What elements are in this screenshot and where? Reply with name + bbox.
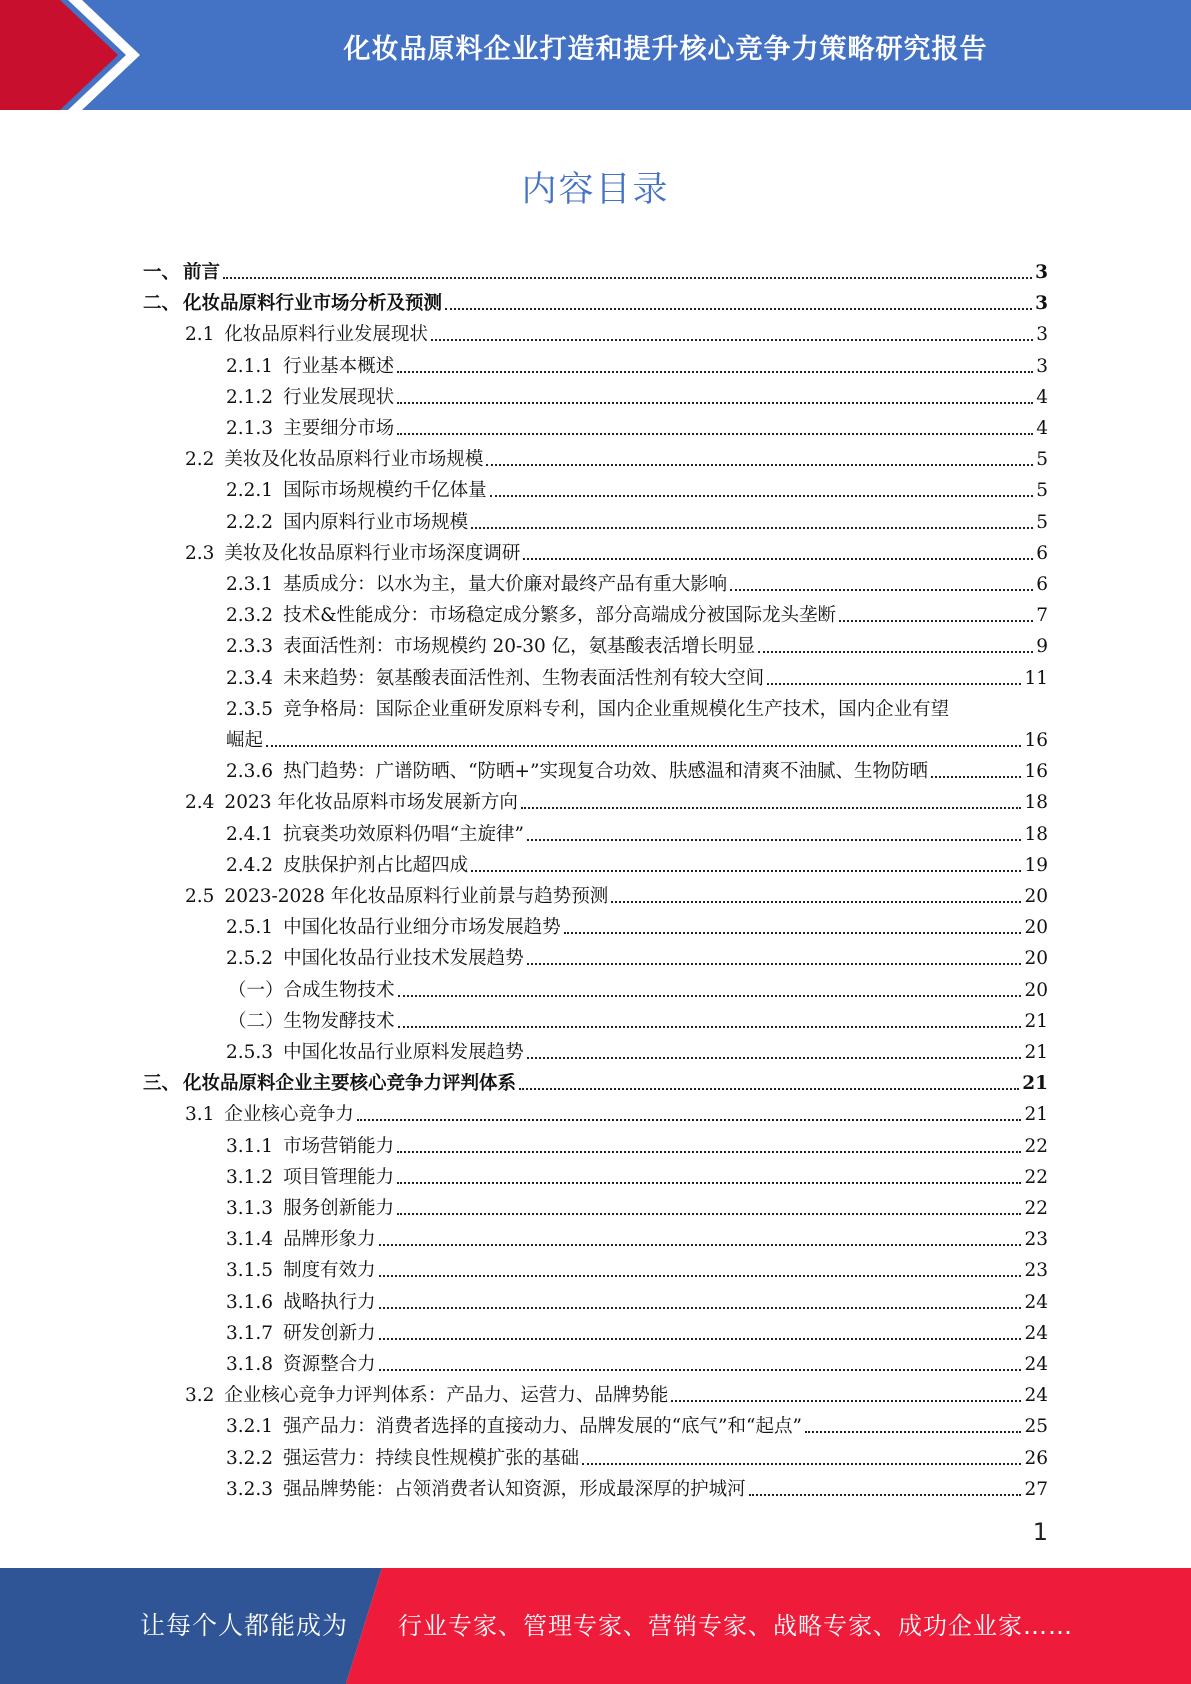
toc-entry[interactable]: [226, 1345, 1048, 1376]
toc-entry-number: 3.1.7: [226, 1322, 274, 1344]
toc-entry-page: 11: [1024, 667, 1048, 689]
toc-entry[interactable]: [226, 939, 1048, 970]
toc-leader-dots: [266, 744, 1021, 747]
toc-entry-number: 2.5.1: [226, 917, 274, 939]
toc-entry-page: 25: [1024, 1416, 1048, 1438]
toc-entry-number: 2.5: [185, 886, 215, 907]
toc-leader-dots: [805, 1430, 1022, 1433]
toc-leader-dots: [397, 1181, 1021, 1184]
toc-leader-dots: [471, 869, 1021, 872]
toc-entry-number: 2.3.6: [226, 761, 274, 783]
toc-entry-page: 3: [1036, 355, 1048, 377]
toc-entry-number: 3.2: [185, 1385, 215, 1407]
toc-entry-title: 皮肤保护剂占比超四成: [283, 854, 469, 876]
toc-leader-dots: [767, 682, 1021, 685]
toc-entry[interactable]: [143, 1064, 1048, 1095]
toc-leader-dots: [397, 370, 1033, 373]
toc-entry-number: 2.2.2: [226, 511, 274, 533]
toc-entry-title: 热门趋势：广谱防晒、“防晒+”实现复合功效、肤感温和清爽不油腻、生物防晒: [283, 761, 928, 783]
toc-entry-page: 20: [1024, 886, 1048, 907]
toc-entry-title: 资源整合力: [283, 1354, 376, 1375]
toc-leader-dots: [611, 900, 1021, 903]
toc-leader-dots: [671, 1399, 1021, 1402]
toc-entry-title: 抗衰类功效原料仍唱“主旋律”: [283, 823, 524, 845]
toc-entry[interactable]: [185, 315, 1048, 346]
toc-entry-title: 竞争格局：国际企业重研发原料专利，国内企业重规模化生产技术，国内企业有望: [283, 698, 950, 720]
toc-entry-page: 23: [1024, 1229, 1048, 1251]
toc-leader-dots: [749, 1493, 1022, 1496]
toc-entry-number: 三、: [143, 1073, 181, 1095]
toc-entry-title: 化妆品原料行业发展现状: [224, 324, 428, 346]
toc-entry-page: 27: [1024, 1478, 1048, 1500]
toc-leader-dots: [397, 1212, 1021, 1215]
toc-entry-title: 研发创新力: [283, 1322, 376, 1344]
toc-entry[interactable]: [185, 534, 1048, 565]
toc-entry-page: 26: [1024, 1447, 1048, 1469]
toc-entry[interactable]: [226, 846, 1048, 877]
toc-title: 内容目录: [521, 170, 670, 210]
toc-entry-page: 6: [1036, 574, 1048, 595]
toc-entry[interactable]: [226, 347, 1048, 378]
toc-entry-page: 20: [1024, 917, 1048, 939]
toc-entry[interactable]: [226, 1470, 1048, 1501]
toc-entry[interactable]: [226, 378, 1048, 409]
toc-entry-number: 2.3.1: [226, 574, 274, 595]
toc-entry-number: 2.3: [185, 542, 215, 564]
toc-entry-number: 3.1.5: [226, 1260, 274, 1282]
toc-leader-dots: [564, 931, 1022, 934]
toc-entry-number: 3.1.4: [226, 1229, 274, 1251]
toc-entry-title: 技术&性能成分：市场稳定成分繁多，部分高端成分被国际龙头垄断: [283, 605, 837, 627]
footer-slogan-right: 行业专家、管理专家、营销专家、战略专家、成功企业家……: [398, 1612, 1073, 1640]
toc-entry-number: 3.2.3: [226, 1478, 274, 1500]
toc-entry-page: 5: [1036, 449, 1048, 471]
toc-entry-number: 2.4.1: [226, 823, 274, 845]
toc-leader-dots: [527, 962, 1022, 965]
toc-leader-dots: [486, 463, 1033, 466]
toc-leader-dots: [379, 1368, 1022, 1371]
toc-entry[interactable]: [185, 440, 1048, 471]
header-arrow-decoration: [0, 0, 160, 110]
toc-entry-page: 6: [1036, 542, 1048, 564]
toc-entry[interactable]: [226, 627, 1048, 658]
toc-entry-number: 2.5.2: [226, 948, 274, 970]
toc-entry-page: 22: [1024, 1135, 1048, 1157]
toc-entry[interactable]: [185, 783, 1048, 814]
toc-entry[interactable]: [226, 721, 1048, 752]
toc-entry-number: 2.2.1: [226, 480, 274, 502]
toc-entry[interactable]: [226, 690, 1048, 721]
toc-entry-number: 2.3.2: [226, 605, 274, 627]
toc-entry-page: 20: [1024, 948, 1048, 970]
toc-entry-title: 中国化妆品行业细分市场发展趋势: [283, 917, 561, 939]
toc-entry-page: 21: [1024, 1104, 1048, 1126]
toc-entry-number: 3.1.2: [226, 1166, 274, 1188]
toc-entry[interactable]: [226, 659, 1048, 690]
toc-entry-title: 制度有效力: [283, 1260, 376, 1282]
toc-entry-page: 23: [1024, 1260, 1048, 1282]
toc-entry-title: 2023 年化妆品原料市场发展新方向: [224, 792, 518, 814]
toc-leader-dots: [521, 806, 1022, 809]
toc-leader-dots: [730, 588, 1033, 591]
toc-entry-title: 生物发酵技术: [283, 1010, 395, 1032]
toc-entry[interactable]: [228, 1002, 1048, 1033]
toc-entry[interactable]: [226, 596, 1048, 627]
toc-entry[interactable]: [226, 815, 1048, 846]
toc-entry-number: 2.3.3: [226, 636, 274, 658]
toc-leader-dots: [431, 338, 1033, 341]
toc-entry-title: 行业发展现状: [283, 386, 395, 408]
toc-entry-title: 项目管理能力: [283, 1166, 395, 1188]
toc-leader-dots: [398, 1025, 1022, 1028]
toc-entry-number: （一）: [228, 979, 284, 1001]
toc-entry-page: 22: [1024, 1198, 1048, 1219]
toc-leader-dots: [519, 1087, 1019, 1090]
toc-entry-title: 强产品力：消费者选择的直接动力、品牌发展的“底气”和“起点”: [283, 1416, 802, 1438]
toc-entry-number: 3.1.6: [226, 1291, 274, 1313]
toc-entry-title: 企业核心竞争力评判体系：产品力、运营力、品牌势能: [224, 1385, 669, 1407]
toc-leader-dots: [397, 401, 1033, 404]
toc-entry-title: 表面活性剂：市场规模约 20-30 亿，氨基酸表活增长明显: [283, 636, 756, 658]
toc-entry-number: 2.1.1: [226, 355, 274, 377]
toc-leader-dots: [523, 557, 1033, 560]
toc-leader-dots: [357, 1118, 1022, 1121]
toc-entry-page: 20: [1024, 979, 1048, 1001]
toc-entry[interactable]: [226, 1283, 1048, 1314]
toc-entry-title: 中国化妆品行业原料发展趋势: [283, 1042, 524, 1063]
toc-leader-dots: [398, 994, 1022, 997]
toc-leader-dots: [379, 1337, 1022, 1340]
toc-entry-number: 2.5.3: [226, 1042, 274, 1063]
toc-entry[interactable]: [185, 877, 1048, 908]
toc-entry-page: 22: [1024, 1166, 1048, 1188]
toc-entry-title: 行业基本概述: [283, 355, 395, 377]
toc-entry[interactable]: [226, 409, 1048, 440]
toc-entry-page: 9: [1036, 636, 1048, 658]
footer-slogan-left: 让每个人都能成为: [140, 1611, 349, 1640]
toc-leader-dots: [582, 1462, 1021, 1465]
toc-entry[interactable]: [226, 1251, 1048, 1282]
toc-entry-title: 强运营力：持续良性规模扩张的基础: [283, 1447, 580, 1469]
toc-leader-dots: [445, 307, 1032, 310]
toc-leader-dots: [379, 1274, 1022, 1277]
toc-entry[interactable]: [226, 471, 1048, 502]
toc-entry[interactable]: [226, 503, 1048, 534]
toc-entry-title: 合成生物技术: [283, 979, 395, 1001]
toc-entry-number: 2.4: [185, 792, 215, 814]
header-band: [0, 0, 1191, 110]
toc-entry-page: 5: [1036, 511, 1048, 533]
toc-entry-number: 3.2.2: [226, 1447, 274, 1469]
toc-entry-page: 4: [1036, 418, 1048, 439]
toc-entry-page: 19: [1024, 854, 1048, 876]
toc-entry-number: 2.1.2: [226, 386, 274, 408]
toc-entry-number: 一、: [143, 262, 181, 283]
toc-entry-number: 3.1.1: [226, 1135, 274, 1157]
toc-entry-number: （二）: [228, 1010, 284, 1032]
toc-entry[interactable]: [226, 1314, 1048, 1345]
toc-entry-title: 化妆品原料企业主要核心竞争力评判体系: [183, 1073, 517, 1095]
toc-entry-title: 品牌形象力: [283, 1229, 376, 1251]
toc-entry[interactable]: [185, 1376, 1048, 1407]
toc-entry-page: 24: [1024, 1322, 1048, 1344]
toc-entry-number: 2.2: [185, 449, 215, 471]
toc-entry[interactable]: [226, 1189, 1048, 1220]
toc-entry[interactable]: [226, 1158, 1048, 1189]
toc-entry[interactable]: [185, 1095, 1048, 1126]
toc-entry[interactable]: [226, 1127, 1048, 1158]
toc-entry-number: 3.1.8: [226, 1354, 274, 1375]
header-title: 化妆品原料企业打造和提升核心竞争力策略研究报告: [343, 34, 988, 65]
toc-entry-page: 3: [1035, 293, 1048, 315]
toc-entry[interactable]: [226, 565, 1048, 596]
toc-leader-dots: [471, 526, 1033, 529]
toc-entry-page: 7: [1036, 605, 1048, 627]
toc-entry[interactable]: [226, 752, 1048, 783]
toc-entry-title: 中国化妆品行业技术发展趋势: [283, 948, 524, 970]
toc-entry-title: 国际市场规模约千亿体量: [283, 480, 487, 502]
toc-entry-page: 24: [1024, 1385, 1048, 1407]
toc-entry-page: 21: [1024, 1010, 1048, 1032]
toc-leader-dots: [397, 432, 1033, 435]
toc-entry-number: 3.1.3: [226, 1198, 274, 1219]
footer-band: [0, 1568, 1191, 1684]
toc-entry-page: 21: [1024, 1042, 1048, 1063]
toc-entry-number: 二、: [143, 293, 181, 315]
toc-entry-number: 2.1: [185, 324, 215, 346]
toc-entry-title: 战略执行力: [283, 1291, 376, 1313]
toc-leader-dots: [758, 650, 1033, 653]
toc-entry[interactable]: [226, 908, 1048, 939]
toc-entry-title: 主要细分市场: [283, 418, 395, 439]
toc-entry-page: 24: [1024, 1291, 1048, 1313]
toc-entry[interactable]: [143, 284, 1048, 315]
toc-entry-title: 国内原料行业市场规模: [283, 511, 469, 533]
toc-entry-number: 2.3.5: [226, 698, 274, 720]
toc-leader-dots: [839, 619, 1033, 622]
toc-leader-dots: [397, 1150, 1021, 1153]
toc-leader-dots: [931, 775, 1021, 778]
toc-entry-title: 前言: [183, 262, 221, 283]
toc-entry[interactable]: [226, 1407, 1048, 1438]
toc-entry-page: 16: [1024, 730, 1048, 751]
toc-entry-title: 企业核心竞争力: [224, 1104, 354, 1126]
toc-entry[interactable]: [226, 1220, 1048, 1251]
toc-entry-page: 4: [1036, 386, 1048, 408]
toc-entry-number: 2.4.2: [226, 854, 274, 876]
toc-entry[interactable]: [228, 971, 1048, 1002]
toc-entry-page: 18: [1024, 823, 1048, 845]
toc-entry-number: 2.1.3: [226, 418, 274, 439]
toc-entry-title: 市场营销能力: [283, 1135, 395, 1157]
toc-entry-page: 3: [1036, 324, 1048, 346]
toc-entry-number: 3.1: [185, 1104, 215, 1126]
toc-entry[interactable]: [226, 1439, 1048, 1470]
toc-entry-title: 强品牌势能：占领消费者认知资源，形成最深厚的护城河: [283, 1478, 746, 1500]
toc-entry-title: 服务创新能力: [283, 1198, 395, 1219]
toc-entry-page: 16: [1024, 761, 1048, 783]
toc-entry-title: 2023-2028 年化妆品原料行业前景与趋势预测: [224, 886, 609, 907]
toc-entry-title: 崛起: [226, 730, 264, 751]
toc-leader-dots: [379, 1243, 1022, 1246]
toc-entry[interactable]: [143, 253, 1048, 284]
toc-leader-dots: [527, 838, 1021, 841]
toc-entry-page: 24: [1024, 1354, 1048, 1375]
toc-entry-page: 21: [1022, 1073, 1048, 1095]
toc-entry-title: 美妆及化妆品原料行业市场规模: [224, 449, 484, 471]
toc-entry-number: 3.2.1: [226, 1416, 274, 1438]
toc-leader-dots: [379, 1306, 1022, 1309]
toc-entry[interactable]: [226, 1033, 1048, 1064]
toc-entry-title: 美妆及化妆品原料行业市场深度调研: [224, 542, 521, 564]
toc-entry-page: 5: [1036, 480, 1048, 502]
toc-entry-page: 18: [1024, 792, 1048, 814]
toc-entry-page: 3: [1035, 262, 1048, 283]
toc-entry-title: 基质成分：以水为主，量大价廉对最终产品有重大影响: [283, 574, 728, 595]
toc-entry-title: 化妆品原料行业市场分析及预测: [183, 293, 443, 315]
toc-leader-dots: [223, 276, 1032, 279]
page-number: 1: [1032, 1518, 1048, 1546]
toc-entry-number: 2.3.4: [226, 667, 274, 689]
toc-leader-dots: [490, 494, 1034, 497]
toc-leader-dots: [527, 1056, 1022, 1059]
toc-entry-title: 未来趋势：氨基酸表面活性剂、生物表面活性剂有较大空间: [283, 667, 765, 689]
